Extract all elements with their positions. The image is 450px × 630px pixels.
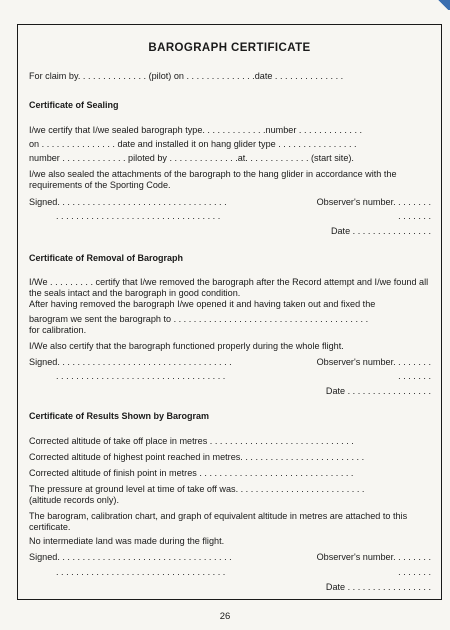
corner-mark [436,0,450,10]
removal-date: Date . . . . . . . . . . . . . . . . . [325,386,431,396]
results-dots-left: . . . . . . . . . . . . . . . . . . . . . . . . . . . . . . . . . . [56,567,226,577]
results-signature-row [29,552,431,563]
sealing-paragraph: I/we also sealed the attachments of the barograph to the hang glider in accordance with the requirements of the Sporting Code. [29,169,397,190]
sealing-dots-right: . . . . . . . [398,211,431,221]
results-signed: Signed. . . . . . . . . . . . . . . . . . . . . . . . . . . . . . . . . . . [29,552,232,562]
removal-dots-right: . . . . . . . [398,371,431,381]
certificate-frame [17,24,442,600]
sealing-dots-left: . . . . . . . . . . . . . . . . . . . . . . . . . . . . . . . . . [56,211,221,221]
removal-paragraph-2-line-2: barogram we sent the barograph to . . . . . . . . . . . . . . . . . . . . . . . . . . . . . . . . . . . . . . . [29,314,369,324]
sealing-line-2: on . . . . . . . . . . . . . . . date and installed it on hang glider type . . . . . . . . . . . . . . . . [29,139,357,149]
results-paragraph-2: No intermediate land was made during the flight. [29,536,225,546]
sealing-date: Date . . . . . . . . . . . . . . . . [330,226,431,236]
results-line-1: Corrected altitude of take off place in metres . . . . . . . . . . . . . . . . . . . . . . . . . . . . . [29,436,354,446]
results-paragraph-1: The barogram, calibration chart, and graph of equivalent altitude in metres are attached to this certificate. [29,511,408,532]
sealing-signature-row [29,197,431,208]
results-line-4a: The pressure at ground level at time of take off was. . . . . . . . . . . . . . . . . . . . . . . . . . [29,484,365,494]
results-dots-right: . . . . . . . [398,567,431,577]
sealing-observer: Observer's number. . . . . . . . [316,197,431,207]
removal-paragraph-2-line-1: After having removed the barograph I/we opened it and having taken out and fixed the [29,299,376,309]
results-line-3: Corrected altitude of finish point in metres . . . . . . . . . . . . . . . . . . . . . . . . . . . . . . . [29,468,354,478]
removal-paragraph-1: I/We . . . . . . . . . certify that I/we removed the barograph after the Record attempt and I/we found all the seals intact and the barograph in good condition. [29,277,429,298]
sealing-dots-row [29,211,431,222]
results-line-4b: (altitude records only). [29,495,119,505]
removal-dots-left: . . . . . . . . . . . . . . . . . . . . . . . . . . . . . . . . . . [56,371,226,381]
removal-heading: Certificate of Removal of Barograph [29,253,184,263]
removal-paragraph-3: I/We also certify that the barograph functioned properly during the whole flight. [29,341,344,351]
sealing-line-1: I/we certify that I/we sealed barograph type. . . . . . . . . . . . .number . . . . . . . . . . . . . [29,125,363,135]
removal-dots-row [29,371,431,382]
sealing-heading: Certificate of Sealing [29,100,119,110]
removal-signature-row [29,357,431,368]
results-line-2: Corrected altitude of highest point reached in metres. . . . . . . . . . . . . . . . . . . . . . . . . [29,452,365,462]
removal-observer: Observer's number. . . . . . . . [316,357,431,367]
results-date: Date . . . . . . . . . . . . . . . . . [325,582,431,592]
results-dots-row [29,567,431,578]
results-observer: Observer's number. . . . . . . . [316,552,431,562]
removal-paragraph-2-line-3: for calibration. [29,325,87,335]
sealing-signed: Signed. . . . . . . . . . . . . . . . . . . . . . . . . . . . . . . . . . [29,197,227,207]
page-title: BAROGRAPH CERTIFICATE [148,42,311,54]
claim-line: For claim by. . . . . . . . . . . . . . (pilot) on . . . . . . . . . . . . . .date . . . . . . . . . . . . . . [29,71,344,81]
sealing-line-3: number . . . . . . . . . . . . . piloted by . . . . . . . . . . . . . .at. . . . . . . . . . . . . (start site). [29,153,354,163]
removal-signed: Signed. . . . . . . . . . . . . . . . . . . . . . . . . . . . . . . . . . . [29,357,232,367]
page-number: 26 [219,611,231,622]
results-heading: Certificate of Results Shown by Barogram [29,411,210,421]
